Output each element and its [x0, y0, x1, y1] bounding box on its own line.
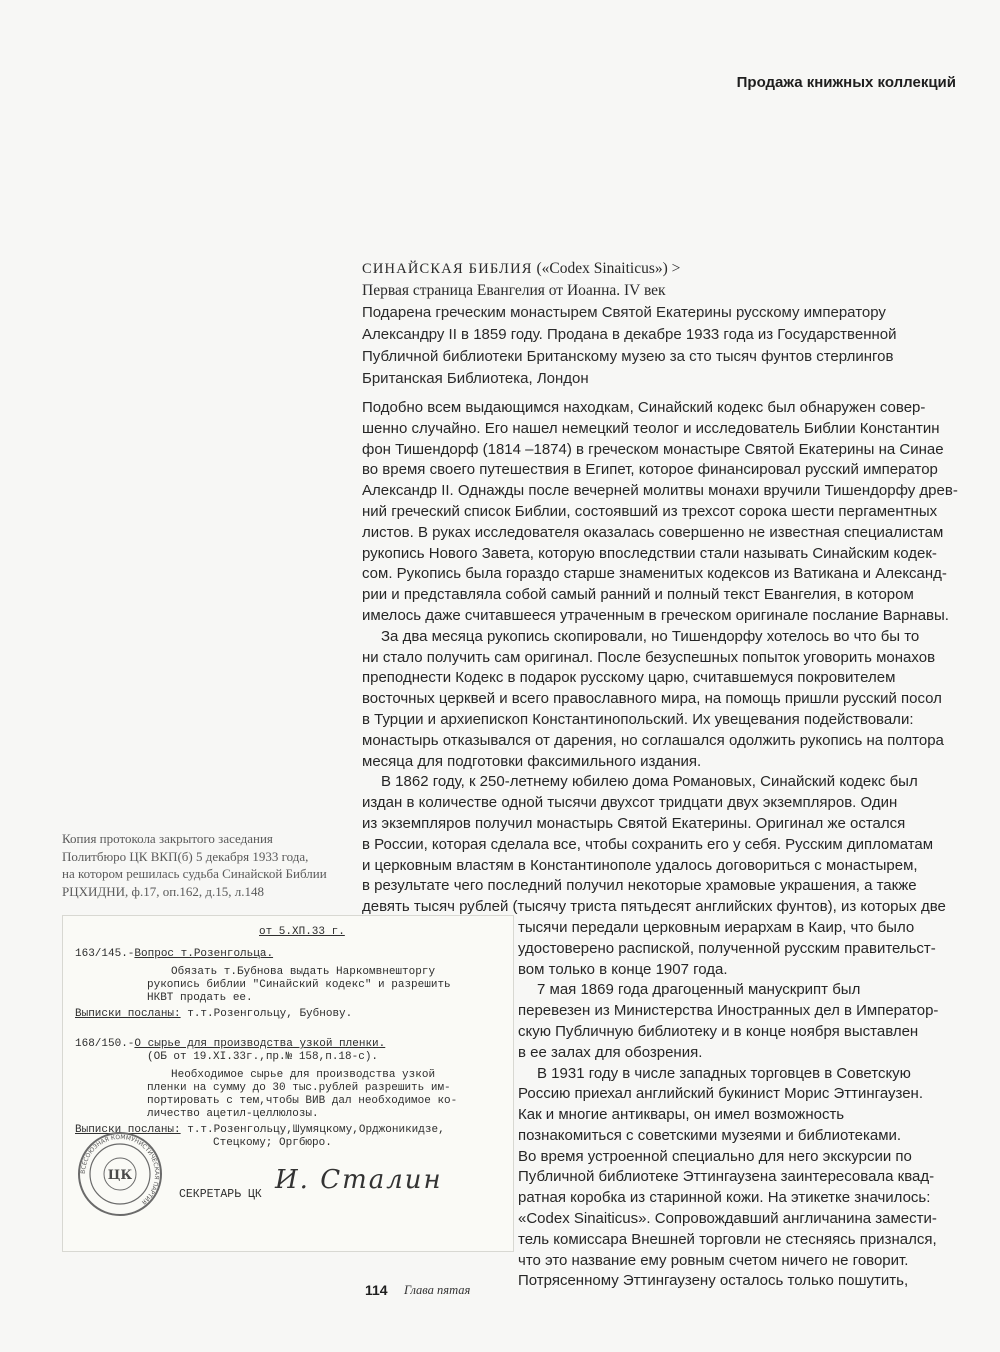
body-line: познакомиться с советскими музеями и библиотеками. [518, 1126, 902, 1144]
doc-item2-line: Необходимое сырье для производства узкой [171, 1069, 436, 1081]
body-line: девять тысяч рублей (тысячу триста пятьдесят английских фунтов), из которых две [362, 898, 946, 916]
body-line: Россию приехал английский букинист Морис Эттингаузен. [518, 1085, 923, 1103]
doc-sent2-label: Выписки посланы: [75, 1124, 181, 1136]
body-line: во время своего путешествия в Египет, которое финансировал русский император [362, 461, 938, 479]
doc-item1-line: НКВТ продать ее. [147, 992, 253, 1004]
body-line: Подобно всем выдающимся находкам, Синайский кодекс был обнаружен совер- [362, 399, 926, 416]
doc-item2-ref: (ОБ от 19.ХI.33г.,пр.№ 158,п.18-с). [147, 1051, 379, 1063]
seal-ring-text: ВСЕСОЮЗНАЯ КОММУНИСТИЧЕСКАЯ ПАРТИЯ [79, 1133, 161, 1206]
body-line: ний греческий список Библии, состоявший из трехсот сорока шести пергаментных [362, 502, 938, 520]
doc-item1-title: Вопрос т.Розенгольца. [134, 948, 274, 960]
body-line: 7 мая 1869 года драгоценный манускрипт был [537, 981, 861, 999]
body-line: Потрясенному Эттингаузену осталось только пошутить, [518, 1272, 909, 1290]
body-line: рии и представляла собой самый ранний и полный текст Евангелия, в котором [362, 586, 914, 604]
body-line: в Турции и архиепископ Константинопольский. Их увещевания подействовали: [362, 710, 914, 728]
body-line: из экземпляров получил монастырь Святой Екатерины. Оригинал же остался [362, 814, 906, 832]
document-caption-line: на котором решилась судьба Синайской Библии [62, 866, 327, 881]
running-header: Продажа книжных коллекций [736, 74, 956, 91]
body-line: шенно случайно. Его нашел немецкий теолог и исследователь Библии Константин [362, 419, 940, 437]
doc-item2-title: О сырье для производства узкой пленки. [134, 1038, 386, 1050]
protocol-document-image [62, 915, 514, 1252]
doc-item2-line: пленки на сумму до 30 тыс.рублей разрешить им- [147, 1082, 451, 1094]
doc-date: от 5.ХП.33 г. [259, 926, 345, 938]
body-line: и церковным властям в Константинополе удалось договориться с монастырем, [362, 856, 918, 874]
body-line: За два месяца рукопись скопировали, но Тишендорфу хотелось во что бы то [381, 627, 920, 645]
document-caption-line: Политбюро ЦК ВКП(б) 5 декабря 1933 года, [62, 848, 309, 864]
document-caption-line: РЦХИДНИ, ф.17, оп.162, д.15, л.148 [62, 883, 265, 899]
doc-signature: И. Сталин [275, 1165, 443, 1195]
doc-sent2-value: т.т.Розенгольцу,Шумяцкому,Орджоникидзе, [187, 1124, 445, 1136]
caption-desc-line: Британская Библиотека, Лондон [362, 370, 589, 387]
doc-item1-line: Обязать т.Бубнова выдать Наркомвнешторгу [171, 966, 436, 978]
body-line: в ее залах для обозрения. [518, 1043, 703, 1061]
body-line: перевезен из Министерства Иностранных дел в Император- [518, 1002, 939, 1020]
body-line: восточных церквей и всего православного мира, на помощь пришли русский посол [362, 690, 942, 708]
body-line: тель комиссара Внешней торговли не стесняясь признался, [518, 1230, 937, 1248]
body-line: вом только в конце 1907 года. [518, 960, 728, 978]
body-line: скую Публичную библиотеку и в конце ноября выставлен [518, 1022, 919, 1040]
body-line: фон Тишендорф (1814 –1874) в греческом монастыре Святой Екатерины на Синае [362, 440, 944, 458]
body-line: что это название ему ровным счетом ничего не говорит. [518, 1251, 909, 1269]
body-line: В 1931 году в числе западных торговцев в Советскую [537, 1064, 911, 1082]
body-line: Александр II. Однажды после вечерней молитвы монахи вручили Тишендорфу древ- [362, 482, 958, 500]
body-line: Во время устроенной специально для него экскурсии по [518, 1147, 912, 1165]
body-line: Публичной библиотеке Эттингаузена заинтересовала квад- [518, 1168, 935, 1186]
doc-item1-line: рукопись библии "Синайский кодекс" и разрешить [147, 979, 451, 991]
body-line: Как и многие антиквары, он имел возможность [518, 1106, 845, 1124]
body-line: удостоверено распиской, полученной русским правительст- [518, 939, 936, 957]
body-line: «Codex Sinaiticus». Сопровождавший англичанина замести- [518, 1210, 937, 1228]
body-line: имелось даже считавшееся утраченным в греческом оригинале послание Варнавы. [362, 606, 949, 624]
doc-item2-num: 168/150.- [75, 1038, 135, 1050]
body-line: монастырь отказывался от дарения, но соглашался одолжить рукопись на полтора [362, 731, 944, 749]
body-line: ни стало получить сам оригинал. После безуспешных попыток уговорить монахов [362, 648, 936, 666]
caption-subtitle: Первая страница Евангелия от Иоанна. IV век [362, 282, 666, 299]
image-caption [362, 258, 962, 390]
doc-item1-header [75, 948, 273, 962]
caption-title-rest: («Codex Sinaiticus») > [536, 260, 681, 277]
body-line: в результате чего последний получил некоторые храмовые украшения, а также [362, 877, 917, 895]
body-line: преподнести Кодекс в подарок русскому царю, считавшемуся покровителем [362, 669, 896, 687]
chapter-label: Глава пятая [404, 1283, 471, 1297]
document-caption [62, 830, 362, 900]
body-line: издан в количестве одной тысячи двухсот тридцати двух экземпляров. Один [362, 794, 898, 812]
body-line: листов. В руках исследователя оказалась совершенно не известная специалистам [362, 523, 944, 541]
doc-sent1-label: Выписки посланы: [75, 1008, 181, 1020]
doc-item2-header [75, 1038, 385, 1052]
caption-desc-line: Публичной библиотеки Британскому музею за сто тысяч фунтов стерлингов [362, 348, 894, 365]
body-line: сом. Рукопись была гораздо старше знаменитых кодексов из Ватикана и Александ- [362, 565, 947, 583]
body-line: в России, которая сделала все, чтобы сохранить его у себя. Русским дипломатам [362, 835, 934, 853]
body-line: месяца для подготовки факсимильного издания. [362, 752, 702, 770]
body-line: В 1862 году, к 250-летнему юбилею дома Романовых, Синайский кодекс был [381, 773, 918, 791]
doc-sent1-value: т.т.Розенгольцу, Бубнову. [187, 1008, 353, 1020]
doc-item2-line: портировать с тем,чтобы ВИВ дал необходимое ко- [147, 1095, 458, 1107]
doc-item2-line: личество ацетил-целлюлозы. [147, 1108, 319, 1120]
body-line: тысячи передали церковным иерархам в Каир, что было [518, 918, 915, 936]
doc-secretary: СЕКРЕТАРЬ ЦК [179, 1188, 262, 1201]
doc-item1-num: 163/145.- [75, 948, 135, 960]
document-caption-line: Копия протокола закрытого заседания [62, 831, 273, 846]
caption-desc-line: Подарена греческим монастырем Святой Екатерины русскому императору [362, 304, 886, 321]
body-line: рукопись Нового Завета, которую впоследствии стали называть Синайским кодек- [362, 544, 937, 562]
doc-sent1 [75, 1008, 352, 1022]
page-number: 114 [365, 1282, 388, 1298]
party-seal-stamp [77, 1131, 163, 1217]
doc-sent2-value-cont: Стецкому; Оргбюро. [213, 1137, 332, 1149]
body-line: ратная коробка из старинной кожи. На этикетке значилось: [518, 1189, 931, 1207]
caption-title-line [362, 258, 962, 280]
seal-center-text: ЦК [107, 1168, 133, 1183]
caption-desc-line: Александру II в 1859 году. Продана в декабре 1933 года из Государственной [362, 326, 897, 343]
caption-title: СИНАЙСКАЯ БИБЛИЯ [362, 261, 533, 277]
